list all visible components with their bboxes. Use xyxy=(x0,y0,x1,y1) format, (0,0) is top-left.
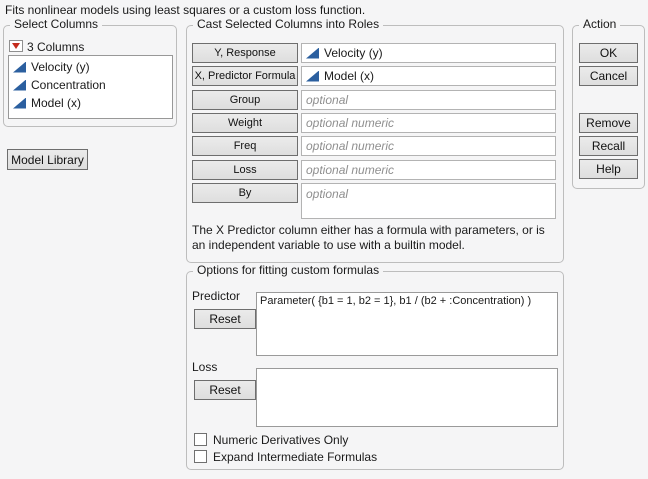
y-response-button[interactable]: Y, Response xyxy=(192,43,298,63)
ok-button[interactable]: OK xyxy=(579,43,638,63)
group-field[interactable] xyxy=(301,90,556,110)
list-item[interactable] xyxy=(9,58,172,76)
predictor-label: Predictor xyxy=(192,289,241,303)
recall-button[interactable]: Recall xyxy=(579,136,638,156)
freq-button[interactable]: Freq xyxy=(192,136,298,156)
continuous-column-icon xyxy=(306,48,319,59)
cast-roles-title: Cast Selected Columns into Roles xyxy=(193,17,383,31)
predictor-note: The X Predictor column either has a formula with parameters, or is an independent variable to use with a builtin model. xyxy=(192,223,545,252)
dialog-description: Fits nonlinear models using least squares or a custom loss function. xyxy=(5,3,366,17)
loss-reset-button[interactable]: Reset xyxy=(194,380,256,400)
list-item[interactable] xyxy=(9,94,172,112)
column-label: Model (x) xyxy=(31,96,82,110)
expand-intermediate-checkbox[interactable] xyxy=(194,450,207,463)
loss-field[interactable] xyxy=(301,160,556,180)
predictor-formula-text: Parameter( {b1 = 1, b2 = 1}, b1 / (b2 + :Concentration) ) xyxy=(260,295,532,307)
red-triangle-menu-icon[interactable] xyxy=(9,40,23,52)
weight-field[interactable] xyxy=(301,113,556,133)
field-placeholder: optional numeric xyxy=(306,139,395,153)
help-button[interactable]: Help xyxy=(579,159,638,179)
continuous-column-icon xyxy=(13,98,26,109)
freq-field[interactable] xyxy=(301,136,556,156)
by-button[interactable]: By xyxy=(192,183,298,203)
columns-listbox[interactable] xyxy=(8,55,173,119)
group-button[interactable]: Group xyxy=(192,90,298,110)
loss-label: Loss xyxy=(192,360,218,374)
assigned-column-chip xyxy=(306,69,374,83)
y-response-field[interactable] xyxy=(301,43,556,63)
select-columns-title: Select Columns xyxy=(10,17,102,31)
predictor-reset-button[interactable]: Reset xyxy=(194,309,256,329)
weight-button[interactable]: Weight xyxy=(192,113,298,133)
action-title: Action xyxy=(579,17,620,31)
model-library-button[interactable]: Model Library xyxy=(7,149,88,170)
remove-button[interactable]: Remove xyxy=(579,113,638,133)
numeric-derivatives-checkbox[interactable] xyxy=(194,433,207,446)
expand-intermediate-label: Expand Intermediate Formulas xyxy=(213,450,378,464)
field-placeholder: optional numeric xyxy=(306,116,395,130)
cancel-button[interactable]: Cancel xyxy=(579,66,638,86)
by-field[interactable] xyxy=(301,183,556,219)
x-predictor-formula-button[interactable]: X, Predictor Formula xyxy=(192,66,298,86)
x-predictor-field[interactable] xyxy=(301,66,556,86)
loss-button[interactable]: Loss xyxy=(192,160,298,180)
column-label: Concentration xyxy=(31,78,106,92)
field-placeholder: optional xyxy=(306,187,349,201)
continuous-column-icon xyxy=(13,62,26,73)
numeric-derivatives-label: Numeric Derivatives Only xyxy=(213,433,349,447)
assigned-column-chip xyxy=(306,46,383,60)
loss-formula-box[interactable] xyxy=(256,368,558,427)
options-title: Options for fitting custom formulas xyxy=(193,263,383,277)
continuous-column-icon xyxy=(13,80,26,91)
field-placeholder: optional xyxy=(306,93,349,107)
triangle-down-glyph xyxy=(12,43,20,49)
assigned-column-label: Velocity (y) xyxy=(324,46,383,60)
assigned-column-label: Model (x) xyxy=(324,69,375,83)
field-placeholder: optional numeric xyxy=(306,163,395,177)
predictor-formula-box[interactable] xyxy=(256,292,558,356)
columns-count-label: 3 Columns xyxy=(27,40,85,54)
list-item[interactable] xyxy=(9,76,172,94)
continuous-column-icon xyxy=(306,71,319,82)
column-label: Velocity (y) xyxy=(31,60,90,74)
